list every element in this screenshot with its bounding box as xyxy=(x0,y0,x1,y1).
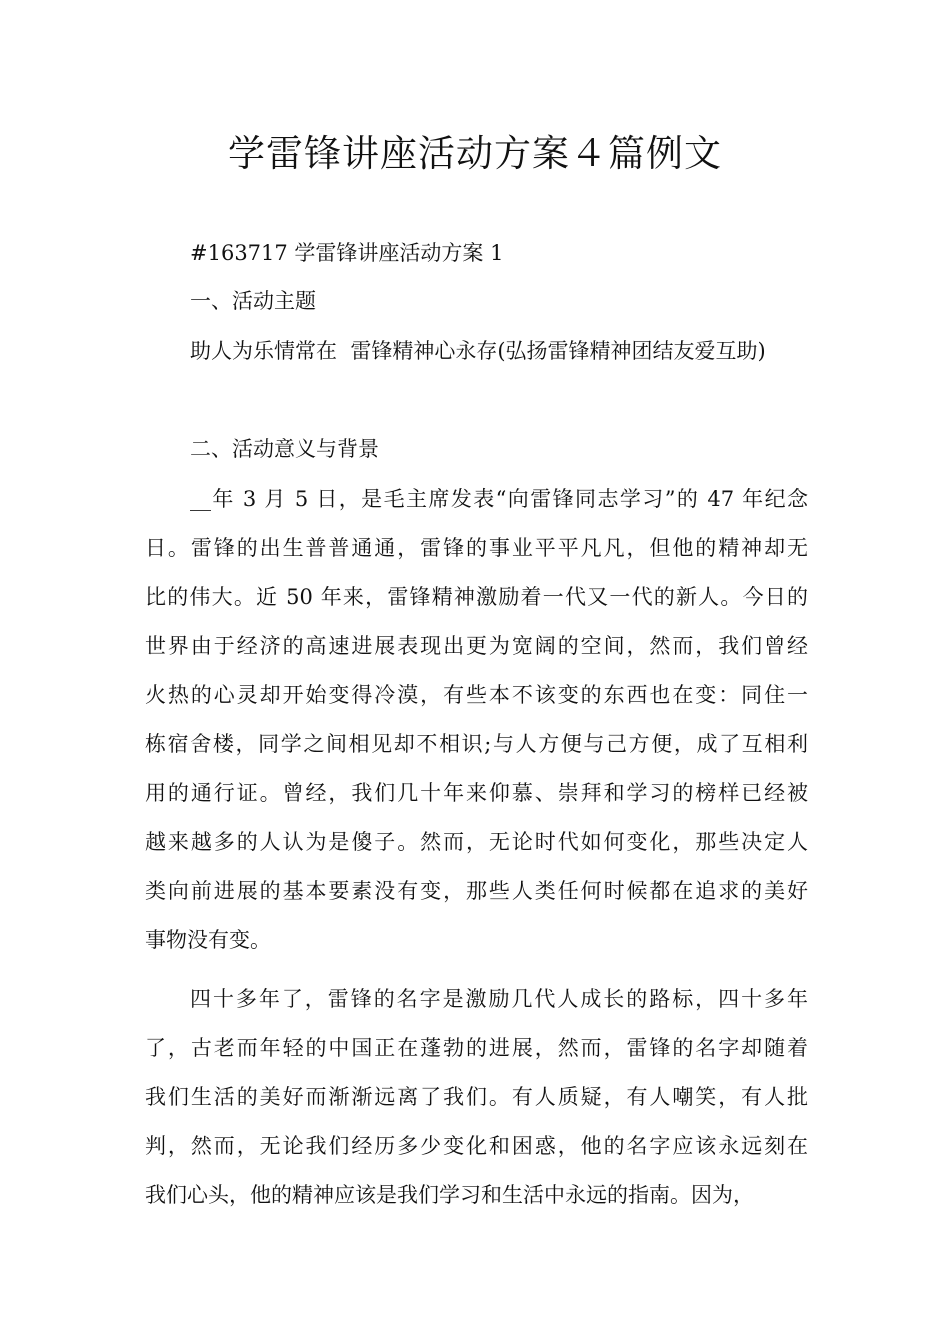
section-heading-background: 二、活动意义与背景 xyxy=(190,437,379,461)
paragraph-line: __年 3 月 5 日，是毛主席发表“向雷锋同志学习”的 47 年纪念 xyxy=(190,487,808,511)
paragraph-line: 我们心头，他的精神应该是我们学习和生活中永远的指南。因为， xyxy=(145,1183,754,1207)
document-title: 学雷锋讲座活动方案４篇例文 xyxy=(228,132,722,175)
paragraph-line: 用的通行证。曾经，我们几十年来仰慕、崇拜和学习的榜样已经被 xyxy=(145,781,808,805)
paragraph-line: 了，古老而年轻的中国正在蓬勃的进展，然而，雷锋的名字却随着 xyxy=(145,1036,808,1060)
background-paragraph-1 xyxy=(145,475,808,965)
section-heading-theme: 一、活动主题 xyxy=(190,289,316,313)
paragraph-line: 我们生活的美好而渐渐远离了我们。有人质疑，有人嘲笑，有人批 xyxy=(145,1085,808,1109)
paragraph-line: 越来越多的人认为是傻子。然而，无论时代如何变化，那些决定人 xyxy=(145,830,808,854)
document-subtitle: #163717 学雷锋讲座活动方案 1 xyxy=(190,241,504,265)
paragraph-line: 判，然而，无论我们经历多少变化和困惑，他的名字应该永远刻在 xyxy=(145,1134,808,1158)
paragraph-line: 四十多年了，雷锋的名字是激励几代人成长的路标，四十多年 xyxy=(190,987,808,1011)
paragraph-line: 比的伟大。近 50 年来，雷锋精神激励着一代又一代的新人。今日的 xyxy=(145,585,808,609)
paragraph-line: 世界由于经济的高速进展表现出更为宽阔的空间，然而，我们曾经 xyxy=(145,634,808,658)
paragraph-line: 栋宿舍楼，同学之间相见却不相识;与人方便与己方便，成了互相利 xyxy=(145,732,808,756)
paragraph-line: 类向前进展的基本要素没有变，那些人类任何时候都在追求的美好 xyxy=(145,879,808,903)
paragraph-line: 事物没有变。 xyxy=(145,928,271,952)
paragraph-line: 火热的心灵却开始变得冷漠，有些本不该变的东西也在变：同住一 xyxy=(145,683,808,707)
background-paragraph-2 xyxy=(145,975,808,1220)
paragraph-line: 日。雷锋的出生普普通通，雷锋的事业平平凡凡，但他的精神却无 xyxy=(145,536,808,560)
theme-text: 助人为乐情常在 雷锋精神心永存(弘扬雷锋精神团结友爱互助) xyxy=(190,339,766,363)
